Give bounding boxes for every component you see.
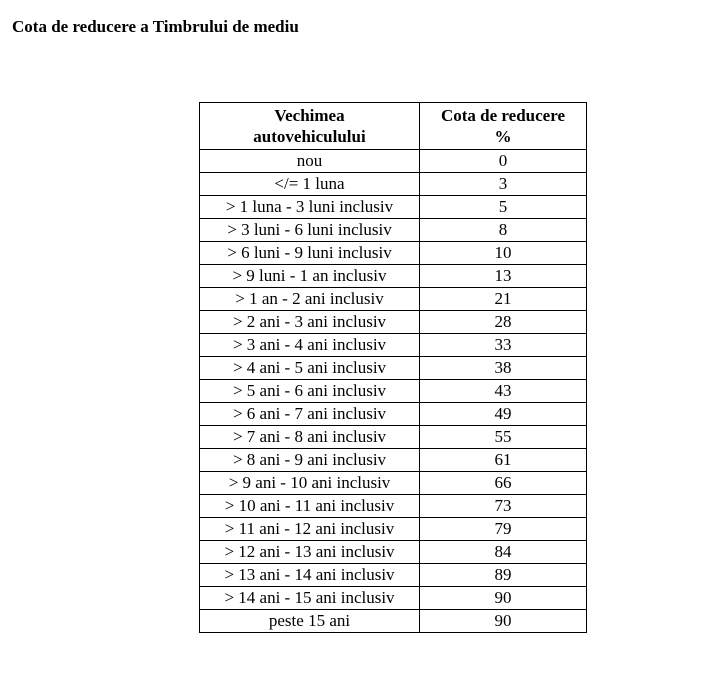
table-row	[200, 219, 587, 242]
reduction-rate-cell: 66	[420, 472, 587, 495]
table-header-row	[200, 103, 587, 150]
header-reduction-rate-line2: %	[494, 127, 512, 146]
reduction-rate-cell: 89	[420, 564, 587, 587]
table-row	[200, 518, 587, 541]
reduction-rate-cell: 21	[420, 288, 587, 311]
vehicle-age-cell: > 12 ani - 13 ani inclusiv	[200, 541, 420, 564]
vehicle-age-cell: > 7 ani - 8 ani inclusiv	[200, 426, 420, 449]
vehicle-age-cell: > 3 luni - 6 luni inclusiv	[200, 219, 420, 242]
reduction-rate-cell: 10	[420, 242, 587, 265]
table-row	[200, 288, 587, 311]
vehicle-age-cell: > 6 luni - 9 luni inclusiv	[200, 242, 420, 265]
vehicle-age-cell: > 5 ani - 6 ani inclusiv	[200, 380, 420, 403]
vehicle-age-cell: > 8 ani - 9 ani inclusiv	[200, 449, 420, 472]
table-row	[200, 150, 587, 173]
table-row	[200, 449, 587, 472]
reduction-rate-cell: 61	[420, 449, 587, 472]
reduction-rate-cell: 8	[420, 219, 587, 242]
vehicle-age-cell: nou	[200, 150, 420, 173]
vehicle-age-cell: peste 15 ani	[200, 610, 420, 633]
vehicle-age-cell: > 9 ani - 10 ani inclusiv	[200, 472, 420, 495]
reduction-rate-cell: 79	[420, 518, 587, 541]
reduction-rate-cell: 3	[420, 173, 587, 196]
table-row	[200, 311, 587, 334]
reduction-table	[199, 102, 587, 633]
table-row	[200, 265, 587, 288]
table-row	[200, 495, 587, 518]
header-reduction-rate	[420, 103, 587, 150]
table-row	[200, 610, 587, 633]
vehicle-age-cell: </= 1 luna	[200, 173, 420, 196]
header-vehicle-age-line2: autovehiculului	[253, 127, 366, 146]
reduction-rate-cell: 13	[420, 265, 587, 288]
vehicle-age-cell: > 1 an - 2 ani inclusiv	[200, 288, 420, 311]
vehicle-age-cell: > 11 ani - 12 ani inclusiv	[200, 518, 420, 541]
table-row	[200, 380, 587, 403]
vehicle-age-cell: > 4 ani - 5 ani inclusiv	[200, 357, 420, 380]
table-row	[200, 472, 587, 495]
reduction-rate-cell: 38	[420, 357, 587, 380]
reduction-rate-cell: 84	[420, 541, 587, 564]
table-row	[200, 587, 587, 610]
reduction-rate-cell: 33	[420, 334, 587, 357]
header-reduction-rate-line1: Cota de reducere	[440, 106, 565, 125]
reduction-rate-cell: 28	[420, 311, 587, 334]
table-row	[200, 196, 587, 219]
reduction-rate-cell: 55	[420, 426, 587, 449]
table-row	[200, 541, 587, 564]
table-row	[200, 334, 587, 357]
table-body	[200, 150, 587, 633]
table-row	[200, 564, 587, 587]
vehicle-age-cell: > 14 ani - 15 ani inclusiv	[200, 587, 420, 610]
table-row	[200, 403, 587, 426]
reduction-rate-cell: 49	[420, 403, 587, 426]
page-title: Cota de reducere a Timbrului de mediu	[12, 17, 299, 36]
table-row	[200, 357, 587, 380]
table-row	[200, 426, 587, 449]
vehicle-age-cell: > 13 ani - 14 ani inclusiv	[200, 564, 420, 587]
vehicle-age-cell: > 2 ani - 3 ani inclusiv	[200, 311, 420, 334]
reduction-rate-cell: 73	[420, 495, 587, 518]
vehicle-age-cell: > 9 luni - 1 an inclusiv	[200, 265, 420, 288]
vehicle-age-cell: > 3 ani - 4 ani inclusiv	[200, 334, 420, 357]
table-row	[200, 173, 587, 196]
header-vehicle-age-line1: Vechimea	[274, 106, 345, 125]
header-vehicle-age	[200, 103, 420, 150]
reduction-rate-cell: 90	[420, 610, 587, 633]
table-row	[200, 242, 587, 265]
vehicle-age-cell: > 1 luna - 3 luni inclusiv	[200, 196, 420, 219]
reduction-rate-cell: 43	[420, 380, 587, 403]
reduction-rate-cell: 0	[420, 150, 587, 173]
vehicle-age-cell: > 6 ani - 7 ani inclusiv	[200, 403, 420, 426]
reduction-rate-cell: 90	[420, 587, 587, 610]
vehicle-age-cell: > 10 ani - 11 ani inclusiv	[200, 495, 420, 518]
reduction-rate-cell: 5	[420, 196, 587, 219]
